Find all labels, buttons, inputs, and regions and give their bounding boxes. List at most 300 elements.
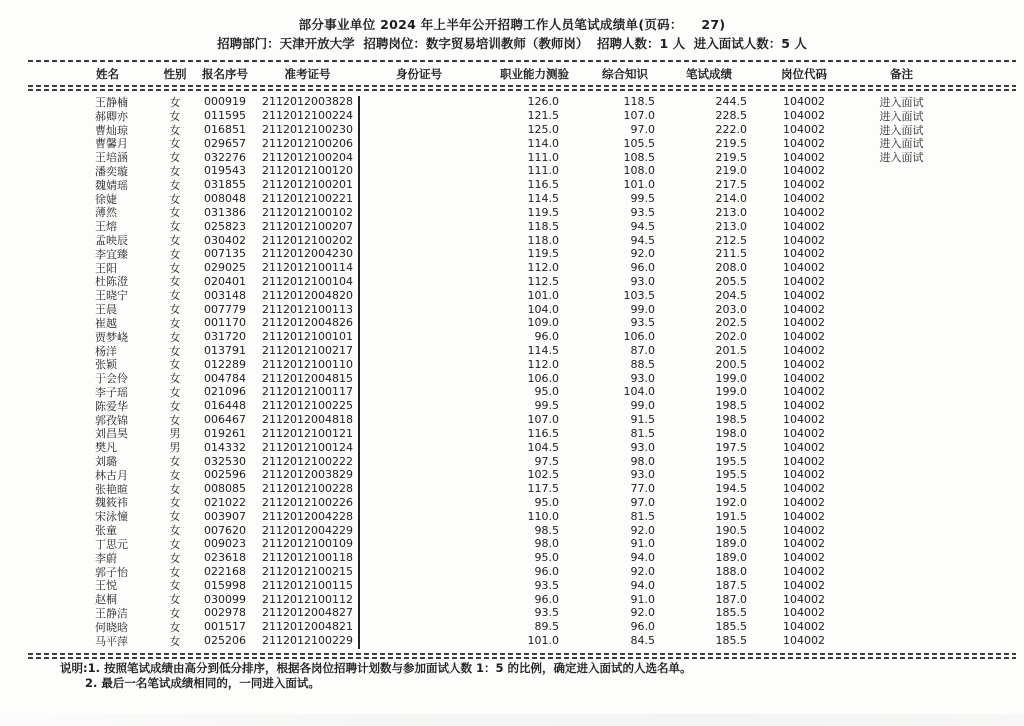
cell-job-code: 104002 bbox=[783, 288, 825, 302]
cell-aptitude-score: 112.0 bbox=[527, 261, 559, 275]
cell-job-code: 104002 bbox=[783, 150, 825, 164]
cell-total-score: 200.5 bbox=[715, 357, 747, 371]
cell-job-code: 104002 bbox=[783, 537, 825, 551]
cell-aptitude-score: 99.5 bbox=[534, 399, 559, 413]
page-subtitle: 招聘部门：天津开放大学 招聘岗位：数字贸易培训教师（教师岗） 招聘人数：1 人 进入面试人数：5 人 bbox=[217, 36, 807, 51]
cell-ticket-no: 2112012100202 bbox=[262, 233, 353, 247]
cell-ticket-no: 2112012004826 bbox=[262, 316, 353, 330]
cell-knowledge-score: 84.5 bbox=[630, 634, 655, 648]
cell-gender: 女 bbox=[169, 316, 181, 330]
column-header-reg-no: 报名序号 bbox=[202, 67, 248, 81]
cell-aptitude-score: 118.5 bbox=[527, 219, 559, 233]
cell-name: 郭孜锦 bbox=[95, 413, 128, 427]
cell-job-code: 104002 bbox=[783, 219, 825, 233]
cell-ticket-no: 2112012004229 bbox=[262, 523, 353, 537]
cell-reg-no: 031386 bbox=[204, 205, 246, 219]
cell-total-score: 204.5 bbox=[715, 288, 747, 302]
cell-gender: 女 bbox=[169, 275, 181, 289]
cell-aptitude-score: 101.0 bbox=[527, 288, 559, 302]
header-bottom-rule bbox=[28, 85, 1016, 87]
cell-knowledge-score: 77.0 bbox=[630, 482, 655, 496]
cell-gender: 女 bbox=[169, 330, 181, 344]
cell-aptitude-score: 116.5 bbox=[527, 426, 559, 440]
cell-ticket-no: 2112012100113 bbox=[262, 302, 353, 316]
cell-job-code: 104002 bbox=[783, 592, 825, 606]
cell-knowledge-score: 94.5 bbox=[630, 233, 655, 247]
cell-total-score: 202.0 bbox=[715, 330, 747, 344]
cell-ticket-no: 2112012100215 bbox=[262, 565, 353, 579]
footer-note-line-2: 2. 最后一名笔试成绩相同的，一同进入面试。 bbox=[85, 675, 320, 690]
cell-gender: 女 bbox=[169, 247, 181, 261]
cell-total-score: 213.0 bbox=[715, 205, 747, 219]
cell-aptitude-score: 104.0 bbox=[527, 302, 559, 316]
cell-total-score: 191.5 bbox=[715, 509, 747, 523]
cell-reg-no: 012289 bbox=[204, 357, 246, 371]
cell-name: 马平萍 bbox=[95, 634, 128, 648]
cell-job-code: 104002 bbox=[783, 233, 825, 247]
cell-job-code: 104002 bbox=[783, 371, 825, 385]
cell-total-score: 199.0 bbox=[715, 371, 747, 385]
cell-ticket-no: 2112012100110 bbox=[262, 357, 353, 371]
cell-total-score: 198.0 bbox=[715, 426, 747, 440]
cell-knowledge-score: 101.0 bbox=[623, 178, 655, 192]
cell-gender: 女 bbox=[169, 192, 181, 206]
cell-knowledge-score: 108.5 bbox=[623, 150, 655, 164]
cell-reg-no: 020401 bbox=[204, 274, 246, 288]
cell-job-code: 104002 bbox=[783, 344, 825, 358]
cell-ticket-no: 2112012100226 bbox=[262, 495, 353, 509]
cell-name: 王静洁 bbox=[95, 606, 128, 620]
cell-gender: 女 bbox=[169, 551, 181, 565]
cell-total-score: 198.5 bbox=[715, 413, 747, 427]
cell-gender: 女 bbox=[169, 620, 181, 634]
cell-name: 王晨 bbox=[95, 303, 117, 317]
cell-gender: 女 bbox=[169, 455, 181, 469]
cell-reg-no: 006467 bbox=[204, 413, 246, 427]
cell-name: 李子瑶 bbox=[95, 385, 128, 399]
cell-ticket-no: 2112012004815 bbox=[262, 371, 353, 385]
cell-aptitude-score: 112.5 bbox=[527, 274, 559, 288]
cell-job-code: 104002 bbox=[783, 178, 825, 192]
cell-knowledge-score: 106.0 bbox=[623, 330, 655, 344]
cell-gender: 女 bbox=[169, 634, 181, 648]
cell-aptitude-score: 114.0 bbox=[527, 136, 559, 150]
cell-job-code: 104002 bbox=[783, 606, 825, 620]
cell-total-score: 187.5 bbox=[715, 578, 747, 592]
cell-total-score: 185.5 bbox=[715, 606, 747, 620]
cell-gender: 女 bbox=[169, 261, 181, 275]
cell-name: 薄然 bbox=[95, 206, 117, 220]
cell-ticket-no: 2112012100115 bbox=[262, 578, 353, 592]
cell-aptitude-score: 106.0 bbox=[527, 371, 559, 385]
cell-name: 王晓宁 bbox=[95, 289, 128, 303]
cell-gender: 女 bbox=[169, 385, 181, 399]
cell-knowledge-score: 91.0 bbox=[630, 537, 655, 551]
cell-ticket-no: 2112012100117 bbox=[262, 385, 353, 399]
cell-reg-no: 008048 bbox=[204, 192, 246, 206]
cell-gender: 女 bbox=[169, 482, 181, 496]
cell-reg-no: 031855 bbox=[204, 178, 246, 192]
cell-reg-no: 007779 bbox=[204, 302, 246, 316]
cell-aptitude-score: 101.0 bbox=[527, 634, 559, 648]
cell-remark: 进入面试 bbox=[879, 109, 924, 123]
cell-remark: 进入面试 bbox=[879, 151, 924, 165]
cell-knowledge-score: 99.5 bbox=[630, 192, 655, 206]
cell-knowledge-score: 94.5 bbox=[630, 219, 655, 233]
cell-ticket-no: 2112012100217 bbox=[262, 344, 353, 358]
cell-knowledge-score: 94.0 bbox=[630, 551, 655, 565]
cell-job-code: 104002 bbox=[783, 385, 825, 399]
cell-name: 陈爱华 bbox=[95, 399, 128, 413]
scanner-edge-band bbox=[0, 714, 1024, 726]
cell-aptitude-score: 111.0 bbox=[527, 164, 559, 178]
cell-gender: 女 bbox=[169, 234, 181, 248]
cell-ticket-no: 2112012004818 bbox=[262, 413, 353, 427]
cell-reg-no: 003907 bbox=[204, 509, 246, 523]
id-column-divider-line bbox=[358, 96, 360, 649]
cell-reg-no: 021022 bbox=[204, 495, 246, 509]
table-header-row bbox=[60, 66, 950, 82]
cell-aptitude-score: 95.0 bbox=[534, 495, 559, 509]
table-bottom-rule-2 bbox=[28, 657, 1016, 659]
cell-knowledge-score: 104.0 bbox=[623, 385, 655, 399]
cell-total-score: 185.5 bbox=[715, 620, 747, 634]
cell-ticket-no: 2112012100228 bbox=[262, 482, 353, 496]
cell-ticket-no: 2112012100206 bbox=[262, 136, 353, 150]
footer-note-line-1: 说明:1. 按照笔试成绩由高分到低分排序，根据各岗位招聘计划数与参加面试人数 1：5 的比例，确定进入面试的人选名单。 bbox=[60, 661, 692, 675]
column-header-knowledge-score: 综合知识 bbox=[602, 67, 648, 81]
cell-name: 刘璐 bbox=[95, 455, 117, 469]
cell-name: 徐婕 bbox=[95, 192, 117, 206]
cell-name: 杜陈澄 bbox=[95, 275, 128, 289]
cell-name: 王熔 bbox=[95, 220, 117, 234]
cell-name: 赵桐 bbox=[95, 593, 117, 607]
cell-ticket-no: 2112012100207 bbox=[262, 219, 353, 233]
cell-knowledge-score: 93.0 bbox=[630, 274, 655, 288]
cell-aptitude-score: 89.5 bbox=[534, 620, 559, 634]
cell-reg-no: 016851 bbox=[204, 123, 246, 137]
cell-reg-no: 001517 bbox=[204, 620, 246, 634]
cell-name: 魏筱祎 bbox=[95, 496, 128, 510]
cell-aptitude-score: 111.0 bbox=[527, 150, 559, 164]
cell-job-code: 104002 bbox=[783, 274, 825, 288]
table-body bbox=[60, 95, 950, 648]
cell-gender: 女 bbox=[169, 372, 181, 386]
cell-reg-no: 002978 bbox=[204, 606, 246, 620]
cell-total-score: 219.5 bbox=[715, 150, 747, 164]
cell-reg-no: 011595 bbox=[204, 109, 246, 123]
cell-aptitude-score: 102.5 bbox=[527, 468, 559, 482]
cell-name: 郝卿亦 bbox=[95, 109, 128, 123]
cell-ticket-no: 2112012100224 bbox=[262, 109, 353, 123]
cell-reg-no: 009023 bbox=[204, 537, 246, 551]
cell-ticket-no: 2112012100101 bbox=[262, 330, 353, 344]
cell-knowledge-score: 87.0 bbox=[630, 344, 655, 358]
cell-job-code: 104002 bbox=[783, 468, 825, 482]
cell-knowledge-score: 103.5 bbox=[623, 288, 655, 302]
cell-total-score: 194.5 bbox=[715, 482, 747, 496]
cell-knowledge-score: 118.5 bbox=[623, 95, 655, 109]
cell-total-score: 222.0 bbox=[715, 123, 747, 137]
cell-total-score: 244.5 bbox=[715, 95, 747, 109]
cell-ticket-no: 2112012004228 bbox=[262, 509, 353, 523]
cell-total-score: 198.5 bbox=[715, 399, 747, 413]
cell-ticket-no: 2112012100120 bbox=[262, 164, 353, 178]
cell-ticket-no: 2112012003828 bbox=[262, 95, 353, 109]
cell-ticket-no: 2112012100222 bbox=[262, 454, 353, 468]
cell-reg-no: 008085 bbox=[204, 482, 246, 496]
cell-name: 于会伶 bbox=[95, 372, 128, 386]
cell-gender: 女 bbox=[169, 565, 181, 579]
cell-ticket-no: 2112012100124 bbox=[262, 440, 353, 454]
cell-reg-no: 007135 bbox=[204, 247, 246, 261]
cell-reg-no: 013791 bbox=[204, 344, 246, 358]
cell-total-score: 219.5 bbox=[715, 136, 747, 150]
cell-aptitude-score: 98.5 bbox=[534, 523, 559, 537]
cell-knowledge-score: 105.5 bbox=[623, 136, 655, 150]
table-row bbox=[60, 634, 950, 648]
cell-ticket-no: 2112012003829 bbox=[262, 468, 353, 482]
cell-name: 曹馨月 bbox=[95, 137, 128, 151]
cell-name: 宋泳憧 bbox=[95, 510, 128, 524]
column-header-gender: 性别 bbox=[163, 67, 187, 81]
cell-remark: 进入面试 bbox=[879, 137, 924, 151]
cell-gender: 女 bbox=[169, 109, 181, 123]
cell-job-code: 104002 bbox=[783, 482, 825, 496]
cell-ticket-no: 2112012100104 bbox=[262, 274, 353, 288]
cell-name: 王悦 bbox=[95, 579, 117, 593]
cell-name: 丁思元 bbox=[95, 537, 128, 551]
cell-reg-no: 019261 bbox=[204, 426, 246, 440]
cell-name: 林古月 bbox=[95, 468, 128, 482]
cell-gender: 女 bbox=[169, 606, 181, 620]
cell-reg-no: 029025 bbox=[204, 261, 246, 275]
cell-total-score: 190.5 bbox=[715, 523, 747, 537]
cell-reg-no: 015998 bbox=[204, 578, 246, 592]
cell-job-code: 104002 bbox=[783, 565, 825, 579]
cell-aptitude-score: 114.5 bbox=[527, 192, 559, 206]
cell-aptitude-score: 109.0 bbox=[527, 316, 559, 330]
cell-aptitude-score: 95.0 bbox=[534, 385, 559, 399]
cell-name: 张童 bbox=[95, 524, 117, 538]
cell-reg-no: 030099 bbox=[204, 592, 246, 606]
cell-job-code: 104002 bbox=[783, 620, 825, 634]
cell-gender: 女 bbox=[169, 206, 181, 220]
cell-gender: 女 bbox=[169, 524, 181, 538]
cell-reg-no: 031720 bbox=[204, 330, 246, 344]
cell-knowledge-score: 92.0 bbox=[630, 247, 655, 261]
cell-job-code: 104002 bbox=[783, 634, 825, 648]
cell-knowledge-score: 91.0 bbox=[630, 592, 655, 606]
cell-knowledge-score: 81.5 bbox=[630, 426, 655, 440]
cell-aptitude-score: 118.0 bbox=[527, 233, 559, 247]
cell-knowledge-score: 99.0 bbox=[630, 302, 655, 316]
cell-aptitude-score: 119.5 bbox=[527, 205, 559, 219]
cell-job-code: 104002 bbox=[783, 523, 825, 537]
cell-knowledge-score: 92.0 bbox=[630, 606, 655, 620]
cell-knowledge-score: 108.0 bbox=[623, 164, 655, 178]
cell-job-code: 104002 bbox=[783, 95, 825, 109]
cell-knowledge-score: 107.0 bbox=[623, 109, 655, 123]
cell-total-score: 197.5 bbox=[715, 440, 747, 454]
cell-total-score: 192.0 bbox=[715, 495, 747, 509]
cell-aptitude-score: 126.0 bbox=[527, 95, 559, 109]
cell-reg-no: 001170 bbox=[204, 316, 246, 330]
cell-knowledge-score: 96.0 bbox=[630, 620, 655, 634]
cell-total-score: 188.0 bbox=[715, 565, 747, 579]
cell-total-score: 208.0 bbox=[715, 261, 747, 275]
cell-knowledge-score: 92.0 bbox=[630, 565, 655, 579]
cell-total-score: 203.0 bbox=[715, 302, 747, 316]
cell-gender: 女 bbox=[169, 358, 181, 372]
cell-name: 曹灿琼 bbox=[95, 123, 128, 137]
cell-name: 何晓晗 bbox=[95, 620, 128, 634]
cell-job-code: 104002 bbox=[783, 261, 825, 275]
cell-gender: 女 bbox=[169, 344, 181, 358]
cell-aptitude-score: 93.5 bbox=[534, 578, 559, 592]
cell-knowledge-score: 92.0 bbox=[630, 523, 655, 537]
cell-knowledge-score: 98.0 bbox=[630, 454, 655, 468]
cell-reg-no: 003148 bbox=[204, 288, 246, 302]
cell-aptitude-score: 97.5 bbox=[534, 454, 559, 468]
cell-job-code: 104002 bbox=[783, 247, 825, 261]
cell-job-code: 104002 bbox=[783, 357, 825, 371]
column-header-name: 姓名 bbox=[96, 67, 119, 81]
cell-job-code: 104002 bbox=[783, 495, 825, 509]
cell-job-code: 104002 bbox=[783, 509, 825, 523]
cell-total-score: 187.0 bbox=[715, 592, 747, 606]
cell-total-score: 211.5 bbox=[715, 247, 747, 261]
cell-knowledge-score: 97.0 bbox=[630, 123, 655, 137]
cell-job-code: 104002 bbox=[783, 302, 825, 316]
cell-aptitude-score: 116.5 bbox=[527, 178, 559, 192]
cell-gender: 女 bbox=[169, 289, 181, 303]
column-header-id-no: 身份证号 bbox=[396, 67, 442, 81]
cell-reg-no: 022168 bbox=[204, 565, 246, 579]
cell-ticket-no: 2112012100230 bbox=[262, 123, 353, 137]
cell-total-score: 195.5 bbox=[715, 468, 747, 482]
cell-reg-no: 021096 bbox=[204, 385, 246, 399]
cell-gender: 女 bbox=[169, 303, 181, 317]
cell-total-score: 214.0 bbox=[715, 192, 747, 206]
cell-reg-no: 007620 bbox=[204, 523, 246, 537]
cell-job-code: 104002 bbox=[783, 330, 825, 344]
cell-knowledge-score: 91.5 bbox=[630, 413, 655, 427]
cell-aptitude-score: 96.0 bbox=[534, 330, 559, 344]
cell-gender: 女 bbox=[169, 593, 181, 607]
cell-reg-no: 014332 bbox=[204, 440, 246, 454]
cell-gender: 女 bbox=[169, 468, 181, 482]
cell-name: 杨洋 bbox=[95, 344, 117, 358]
cell-name: 孟映辰 bbox=[95, 234, 128, 248]
cell-ticket-no: 2112012100229 bbox=[262, 634, 353, 648]
cell-reg-no: 029657 bbox=[204, 136, 246, 150]
cell-ticket-no: 2112012004820 bbox=[262, 288, 353, 302]
cell-aptitude-score: 125.0 bbox=[527, 123, 559, 137]
cell-gender: 女 bbox=[169, 137, 181, 151]
column-header-total-score: 笔试成绩 bbox=[686, 67, 732, 81]
cell-gender: 女 bbox=[169, 151, 181, 165]
cell-knowledge-score: 93.0 bbox=[630, 440, 655, 454]
cell-total-score: 199.0 bbox=[715, 385, 747, 399]
cell-aptitude-score: 119.5 bbox=[527, 247, 559, 261]
cell-reg-no: 030402 bbox=[204, 233, 246, 247]
cell-knowledge-score: 99.0 bbox=[630, 399, 655, 413]
column-header-job-code: 岗位代码 bbox=[781, 67, 827, 81]
table-bottom-rule bbox=[28, 653, 1016, 655]
cell-reg-no: 002596 bbox=[204, 468, 246, 482]
cell-ticket-no: 2112012004230 bbox=[262, 247, 353, 261]
cell-total-score: 189.0 bbox=[715, 551, 747, 565]
cell-knowledge-score: 93.5 bbox=[630, 316, 655, 330]
cell-reg-no: 025206 bbox=[204, 634, 246, 648]
cell-job-code: 104002 bbox=[783, 192, 825, 206]
cell-name: 贾梦峣 bbox=[95, 330, 128, 344]
cell-job-code: 104002 bbox=[783, 551, 825, 565]
cell-aptitude-score: 93.5 bbox=[534, 606, 559, 620]
cell-ticket-no: 2112012100109 bbox=[262, 537, 353, 551]
cell-aptitude-score: 95.0 bbox=[534, 551, 559, 565]
cell-gender: 男 bbox=[169, 427, 181, 441]
cell-aptitude-score: 114.5 bbox=[527, 344, 559, 358]
cell-name: 王阳 bbox=[95, 261, 117, 275]
cell-total-score: 212.5 bbox=[715, 233, 747, 247]
column-header-remark: 备注 bbox=[890, 67, 913, 81]
cell-total-score: 213.0 bbox=[715, 219, 747, 233]
cell-total-score: 189.0 bbox=[715, 537, 747, 551]
cell-knowledge-score: 88.5 bbox=[630, 357, 655, 371]
page-title: 部分事业单位 2024 年上半年公开招聘工作人员笔试成绩单(页码： 27) bbox=[298, 17, 726, 32]
cell-gender: 女 bbox=[169, 123, 181, 137]
cell-ticket-no: 2112012100112 bbox=[262, 592, 353, 606]
cell-total-score: 195.5 bbox=[715, 454, 747, 468]
cell-name: 潘奕璇 bbox=[95, 164, 128, 178]
cell-knowledge-score: 81.5 bbox=[630, 509, 655, 523]
cell-aptitude-score: 112.0 bbox=[527, 357, 559, 371]
cell-reg-no: 019543 bbox=[204, 164, 246, 178]
cell-aptitude-score: 121.5 bbox=[527, 109, 559, 123]
cell-aptitude-score: 96.0 bbox=[534, 592, 559, 606]
column-header-aptitude-score: 职业能力测验 bbox=[500, 67, 569, 81]
cell-name: 郭子怡 bbox=[95, 565, 128, 579]
cell-total-score: 205.5 bbox=[715, 274, 747, 288]
cell-knowledge-score: 93.0 bbox=[630, 468, 655, 482]
cell-aptitude-score: 107.0 bbox=[527, 413, 559, 427]
cell-gender: 女 bbox=[169, 95, 181, 109]
cell-knowledge-score: 93.0 bbox=[630, 371, 655, 385]
cell-reg-no: 032276 bbox=[204, 150, 246, 164]
cell-gender: 女 bbox=[169, 496, 181, 510]
cell-reg-no: 000919 bbox=[204, 95, 246, 109]
cell-ticket-no: 2112012100225 bbox=[262, 399, 353, 413]
cell-ticket-no: 2112012004827 bbox=[262, 606, 353, 620]
cell-reg-no: 032530 bbox=[204, 454, 246, 468]
header-bottom-rule-2 bbox=[28, 89, 1016, 91]
cell-knowledge-score: 93.5 bbox=[630, 205, 655, 219]
cell-job-code: 104002 bbox=[783, 164, 825, 178]
cell-job-code: 104002 bbox=[783, 109, 825, 123]
cell-total-score: 219.0 bbox=[715, 164, 747, 178]
cell-total-score: 228.5 bbox=[715, 109, 747, 123]
cell-aptitude-score: 110.0 bbox=[527, 509, 559, 523]
column-header-ticket-no: 准考证号 bbox=[284, 67, 331, 81]
cell-name: 李宜臻 bbox=[95, 247, 128, 261]
cell-knowledge-score: 97.0 bbox=[630, 495, 655, 509]
cell-gender: 女 bbox=[169, 178, 181, 192]
cell-ticket-no: 2112012100114 bbox=[262, 261, 353, 275]
cell-ticket-no: 2112012100121 bbox=[262, 426, 353, 440]
cell-knowledge-score: 96.0 bbox=[630, 261, 655, 275]
